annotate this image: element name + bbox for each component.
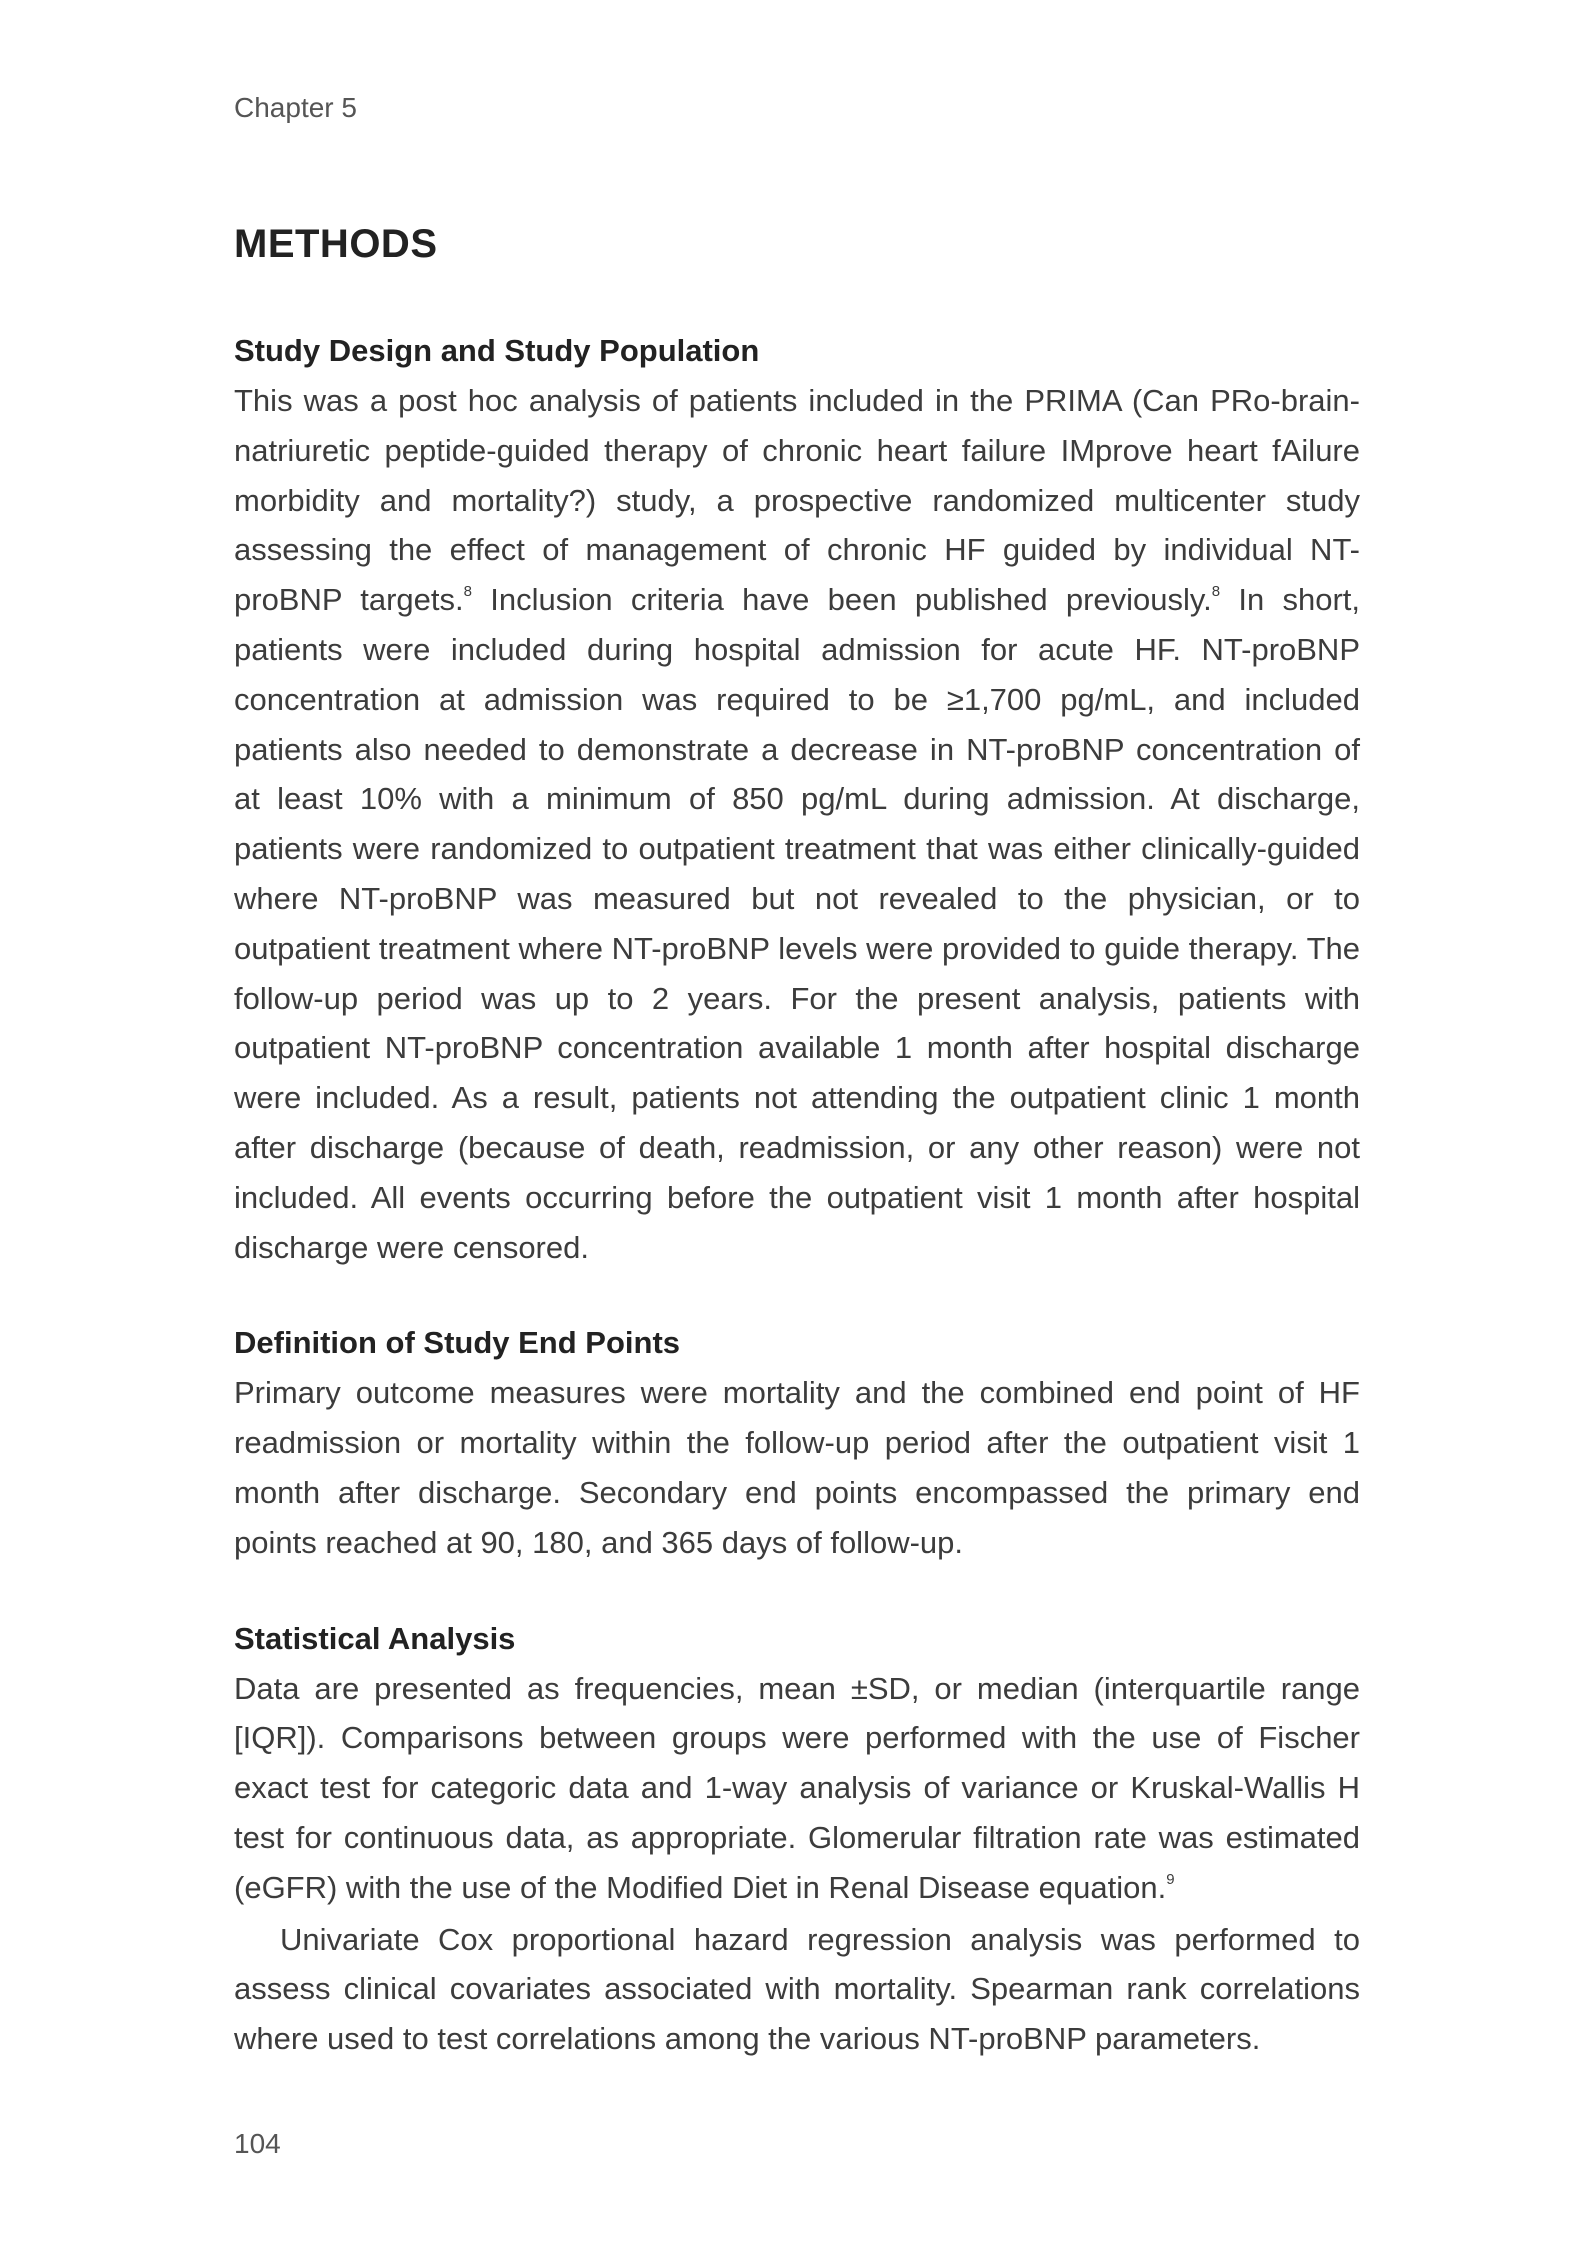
paragraph	[234, 376, 1360, 1272]
section-title: METHODS	[234, 222, 438, 266]
paragraph-text: This was a post hoc analysis of patients included in the PRIMA (Can PRo-brain-natriuretic peptide-guided therapy of chronic heart failure IMprove heart fAilure morbidity and mortality?) study, a prospective randomized multicenter study assessing the effect of management of chronic HF guided by individual NT-proBNP targets.	[234, 383, 1360, 618]
subsection-heading: Definition of Study End Points	[234, 1325, 681, 1361]
page-body	[234, 222, 1360, 2113]
citation-ref: 9	[1166, 1870, 1175, 1888]
paragraph-text: In short, patients were included during hospital admission for acute HF. NT-proBNP concentration at admission was required to be ≥1,700 pg/mL, and included patients also needed to demonstrate a decrease in NT-proBNP concentration of at least 10% with a minimum of 850 pg/mL during admission. At discharge, patients were randomized to outpatient treatment that was either clinically-guided where NT-proBNP was measured but not revealed to the physician, or to outpatient treatment where NT-proBNP levels were provided to guide therapy. The follow-up period was up to 2 years. For the present analysis, patients with outpatient NT-proBNP concentration available 1 month after hospital discharge were included. As a result, patients not attending the outpatient clinic 1 month after discharge (because of death, readmission, or any other reason) were not included. All events occurring before the outpatient visit 1 month after hospital discharge were censored.	[234, 582, 1360, 1265]
citation-ref: 8	[1211, 583, 1221, 601]
subsection-study-design	[234, 329, 1360, 1272]
paragraph: Primary outcome measures were mortality and the combined end point of HF readmission or mortality within the follow-up period after the outpatient visit 1 month after discharge. Secondary end points encompassed the primary end points reached at 90, 180, and 365 days of follow-up.	[234, 1375, 1360, 1560]
paragraph-text: Data are presented as frequencies, mean ±SD, or median (interquartile range [IQR]). Comparisons between groups were performed with the use of Fischer exact test for categoric data and 1-way analysis of variance or Kruskal-Wallis H test for continuous data, as appropriate. Glomerular filtration rate was estimated (eGFR) with the use of the Modified Diet in Renal Disease equation.	[234, 1670, 1360, 1905]
paragraph: Univariate Cox proportional hazard regression analysis was performed to assess clinical covariates associated with mortality. Spearman rank correlations where used to test correlations among the various NT-proBNP parameters.	[234, 1921, 1360, 2057]
running-header-chapter: Chapter 5	[234, 92, 357, 123]
page-number: 104	[234, 2128, 281, 2159]
paragraph-text: Inclusion criteria have been published previously.	[471, 582, 1212, 618]
subsection-heading: Study Design and Study Population	[234, 333, 760, 368]
subsection-end-points	[234, 1321, 1360, 1567]
paragraph	[234, 1664, 1360, 1913]
subsection-statistical-analysis	[234, 1617, 1360, 2064]
subsection-heading: Statistical Analysis	[234, 1620, 516, 1656]
citation-ref: 8	[463, 583, 472, 601]
